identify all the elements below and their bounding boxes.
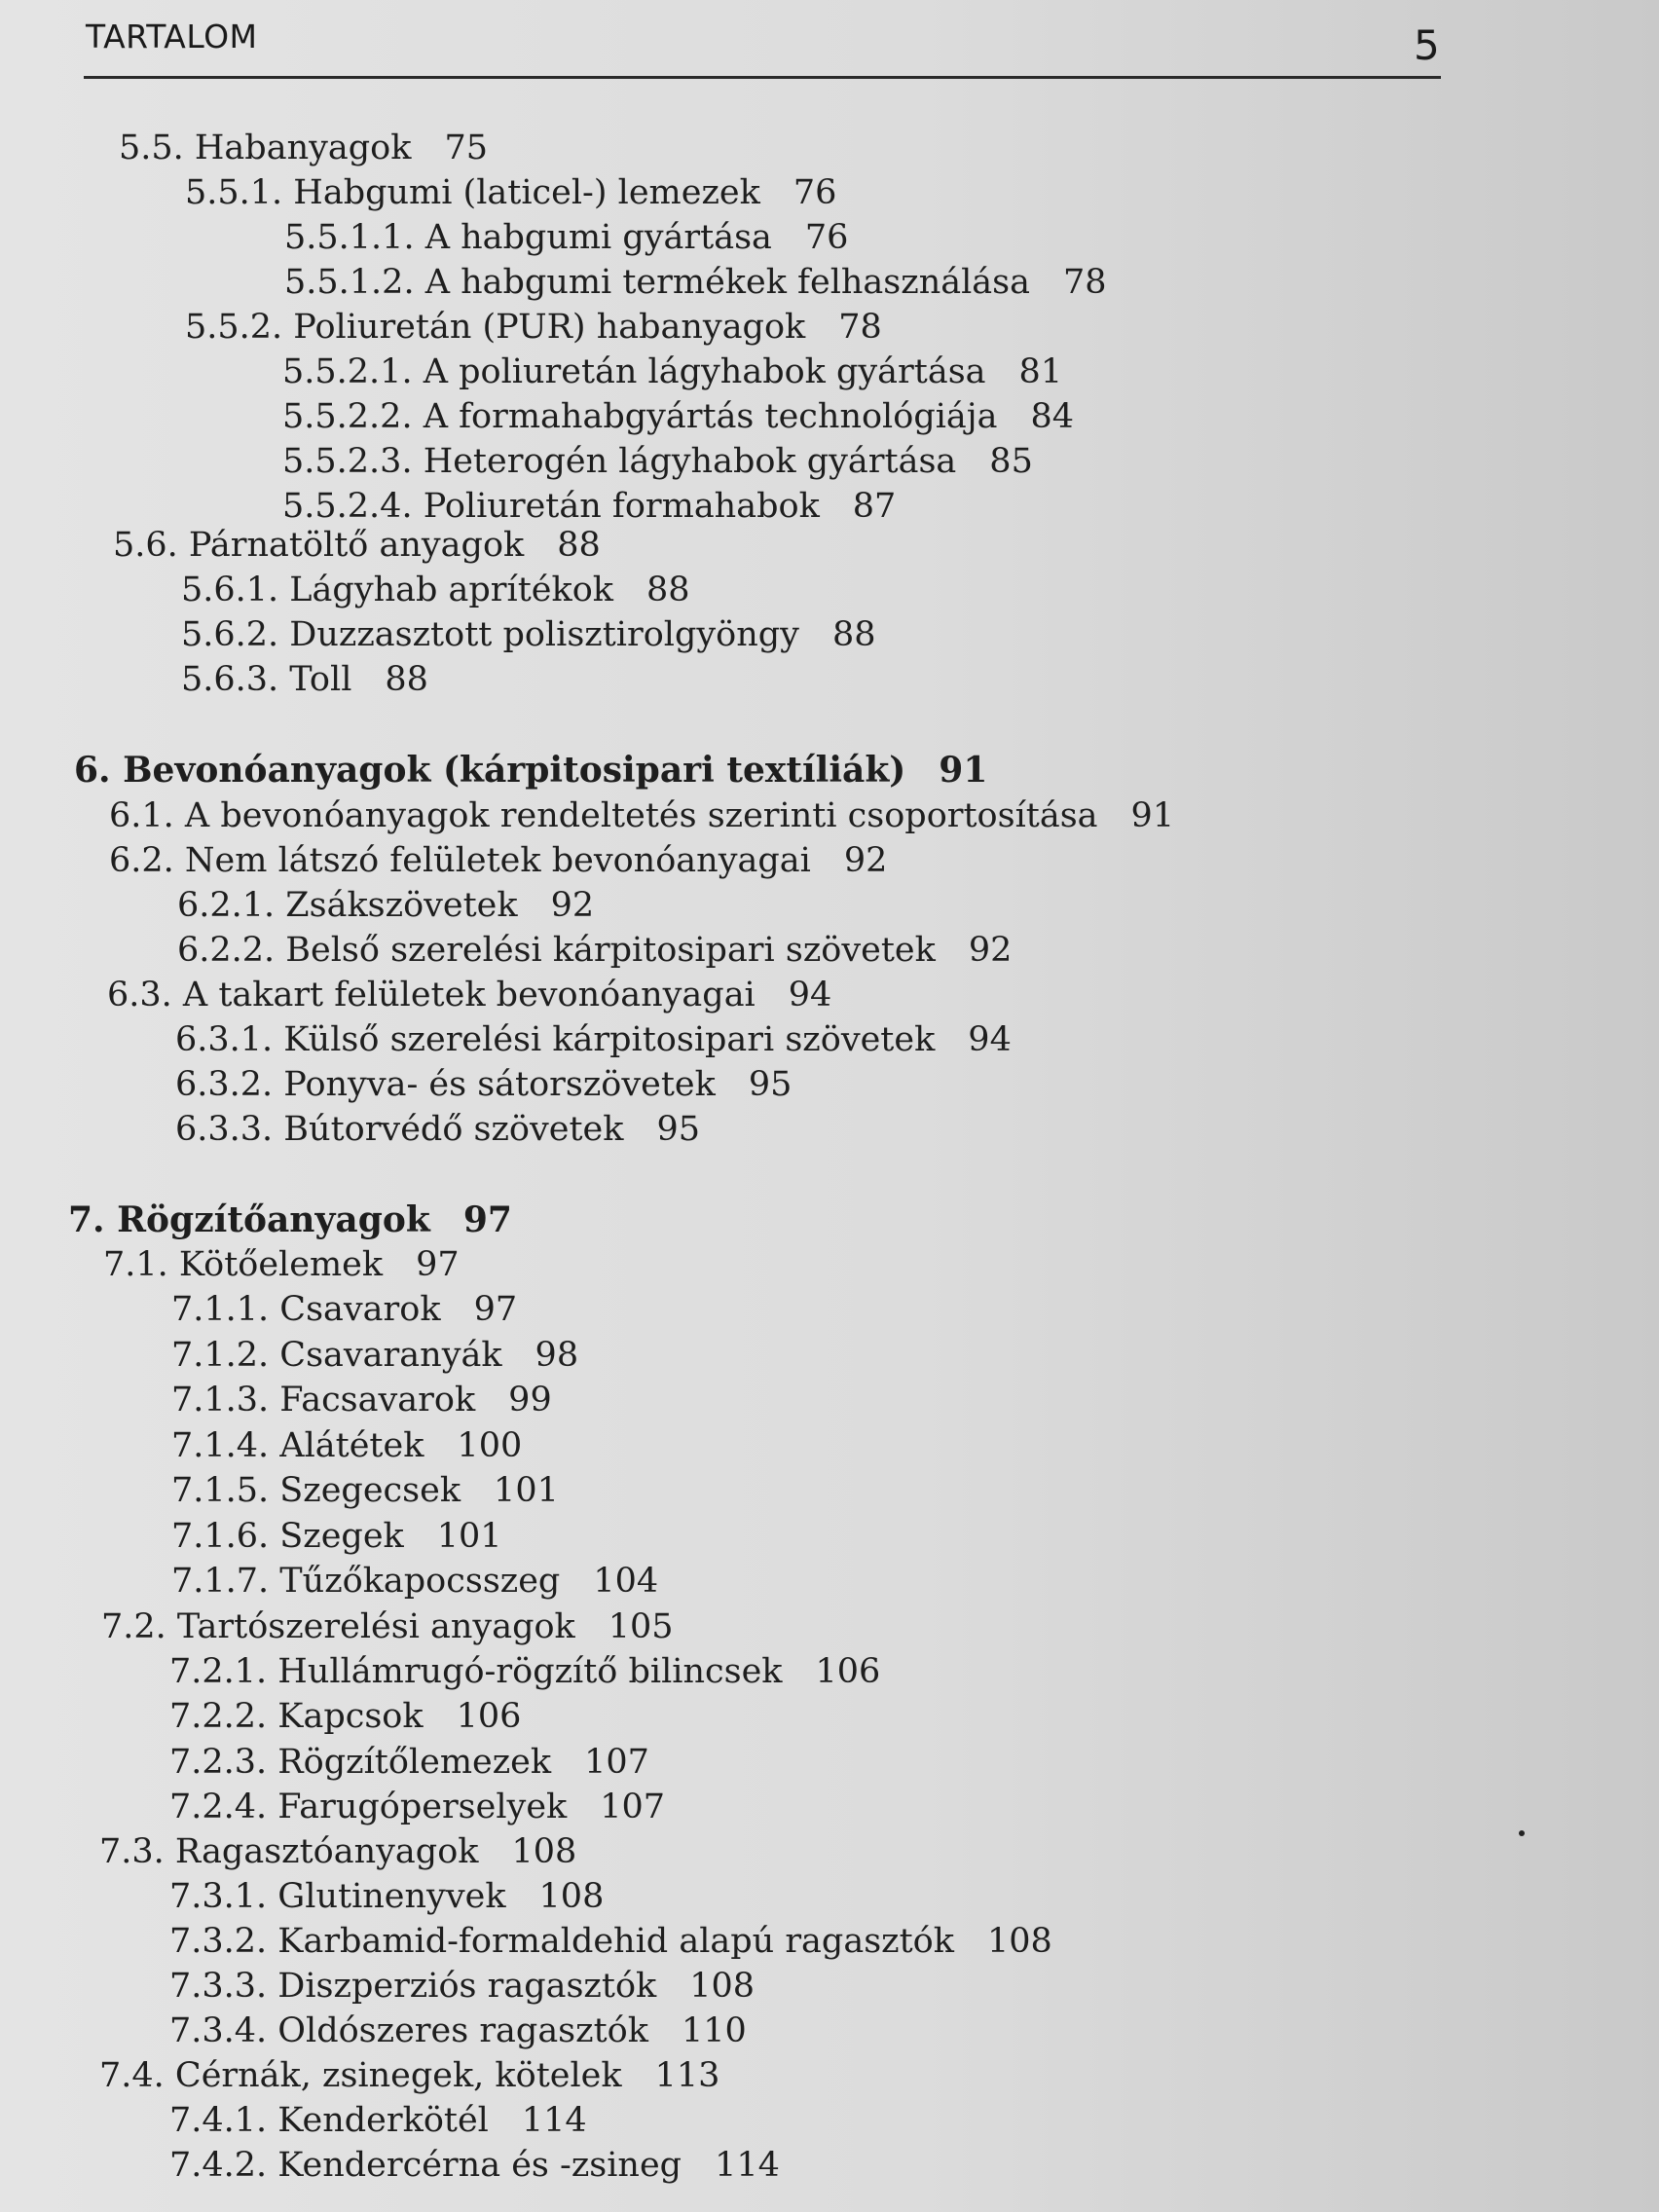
toc-entry: 7.3.2. Karbamid-formaldehid alapú ragasztók 108	[169, 1922, 1052, 1961]
toc-entry: 6.3.1. Külső szerelési kárpitosipari szövetek 94	[175, 1020, 1012, 1059]
toc-entry: 6.2.2. Belső szerelési kárpitosipari szövetek 92	[177, 931, 1013, 970]
toc-entry: 7.1.7. Tűzőkapocsszeg 104	[171, 1562, 659, 1601]
toc-entry: 7.1.3. Facsavarok 99	[171, 1381, 552, 1419]
toc-entry: 5.5.2.4. Poliuretán formahabok 87	[282, 487, 897, 526]
running-header-title: TARTALOM	[86, 18, 258, 55]
toc-entry: 5.5.2.1. A poliuretán lágyhabok gyártása 81	[282, 352, 1063, 391]
toc-entry: 7.1.4. Alátétek 100	[171, 1426, 523, 1465]
toc-entry: 6.3.3. Bútorvédő szövetek 95	[175, 1110, 701, 1149]
page-number: 5	[1414, 21, 1440, 69]
toc-entry: 6.2.1. Zsákszövetek 92	[177, 886, 595, 925]
header-divider	[84, 76, 1441, 79]
toc-entry: 5.5.2. Poliuretán (PUR) habanyagok 78	[185, 308, 882, 347]
toc-chapter-entry: 6. Bevonóanyagok (kárpitosipari textíliák) 91	[74, 750, 988, 791]
toc-entry: 5.5.1.1. A habgumi gyártása 76	[284, 218, 849, 257]
toc-entry: 7.4. Cérnák, zsinegek, kötelek 113	[99, 2056, 720, 2095]
toc-entry: 7.1.6. Szegek 101	[171, 1517, 502, 1556]
toc-chapter-entry: 7. Rögzítőanyagok 97	[68, 1199, 512, 1240]
toc-entry: 5.6.3. Toll 88	[181, 660, 428, 699]
toc-entry: 7.1. Kötőelemek 97	[103, 1245, 460, 1284]
toc-entry: 6.3. A takart felületek bevonóanyagai 94	[107, 976, 832, 1014]
toc-entry: 7.4.2. Kendercérna és -zsineg 114	[169, 2146, 780, 2185]
toc-entry: 5.6.2. Duzzasztott polisztirolgyöngy 88	[181, 615, 876, 654]
ink-speck	[1519, 1830, 1525, 1836]
toc-entry: 7.2.3. Rögzítőlemezek 107	[169, 1743, 649, 1782]
toc-entry: 7.1.2. Csavaranyák 98	[171, 1336, 579, 1375]
toc-entry: 7.3. Ragasztóanyagok 108	[99, 1832, 577, 1871]
toc-entry: 7.1.5. Szegecsek 101	[171, 1471, 559, 1510]
toc-entry: 7.2.4. Farugóperselyek 107	[169, 1788, 666, 1826]
toc-entry: 5.5.2.3. Heterogén lágyhabok gyártása 85	[282, 442, 1033, 481]
toc-entry: 6.3.2. Ponyva- és sátorszövetek 95	[175, 1065, 793, 1104]
toc-entry: 7.4.1. Kenderkötél 114	[169, 2101, 587, 2140]
toc-entry: 7.3.1. Glutinenyvek 108	[169, 1877, 605, 1916]
toc-entry: 5.6.1. Lágyhab aprítékok 88	[181, 571, 690, 609]
toc-entry: 6.1. A bevonóanyagok rendeltetés szerinti csoportosítása 91	[109, 796, 1175, 835]
toc-entry: 7.3.3. Diszperziós ragasztók 108	[169, 1967, 756, 2006]
toc-entry: 7.2. Tartószerelési anyagok 105	[101, 1607, 674, 1646]
toc-entry: 5.5. Habanyagok 75	[119, 129, 488, 167]
toc-entry: 5.5.2.2. A formahabgyártás technológiája 84	[282, 397, 1075, 436]
toc-entry: 5.5.1.2. A habgumi termékek felhasználása 78	[284, 263, 1107, 302]
toc-entry: 7.2.1. Hullámrugó-rögzítő bilincsek 106	[169, 1652, 881, 1691]
toc-entry: 7.2.2. Kapcsok 106	[169, 1697, 522, 1736]
toc-entry: 5.5.1. Habgumi (laticel-) lemezek 76	[185, 173, 837, 212]
toc-entry: 7.3.4. Oldószeres ragasztók 110	[169, 2011, 747, 2050]
toc-entry: 5.6. Párnatöltő anyagok 88	[113, 526, 601, 565]
toc-entry: 6.2. Nem látszó felületek bevonóanyagai 92	[109, 841, 888, 880]
toc-entry: 7.1.1. Csavarok 97	[171, 1290, 518, 1329]
